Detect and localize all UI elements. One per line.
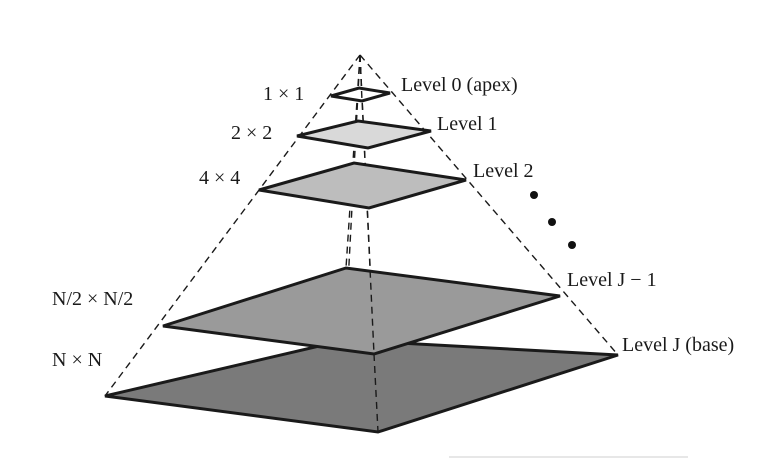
ellipsis-dots — [530, 191, 576, 249]
size-n-half-label: N/2 × N/2 — [52, 288, 134, 310]
ellipsis-dot — [530, 191, 538, 199]
plane-level-1 — [297, 121, 431, 148]
level-2-label: Level 2 — [473, 160, 534, 182]
size-nxn-label: N × N — [52, 349, 103, 371]
plane-level-j-minus-1 — [163, 268, 560, 354]
plane-level-0 — [331, 88, 390, 101]
level-0-label: Level 0 (apex) — [401, 74, 518, 96]
size-4x4-label: 4 × 4 — [199, 167, 241, 189]
ellipsis-dot — [548, 218, 556, 226]
level-1-label: Level 1 — [437, 113, 498, 135]
size-2x2-label: 2 × 2 — [231, 122, 273, 144]
level-j-minus-1-label: Level J − 1 — [567, 269, 657, 291]
size-1x1-label: 1 × 1 — [263, 83, 305, 105]
level-j-label: Level J (base) — [622, 334, 735, 356]
ellipsis-dot — [568, 241, 576, 249]
plane-level-2 — [259, 163, 466, 208]
